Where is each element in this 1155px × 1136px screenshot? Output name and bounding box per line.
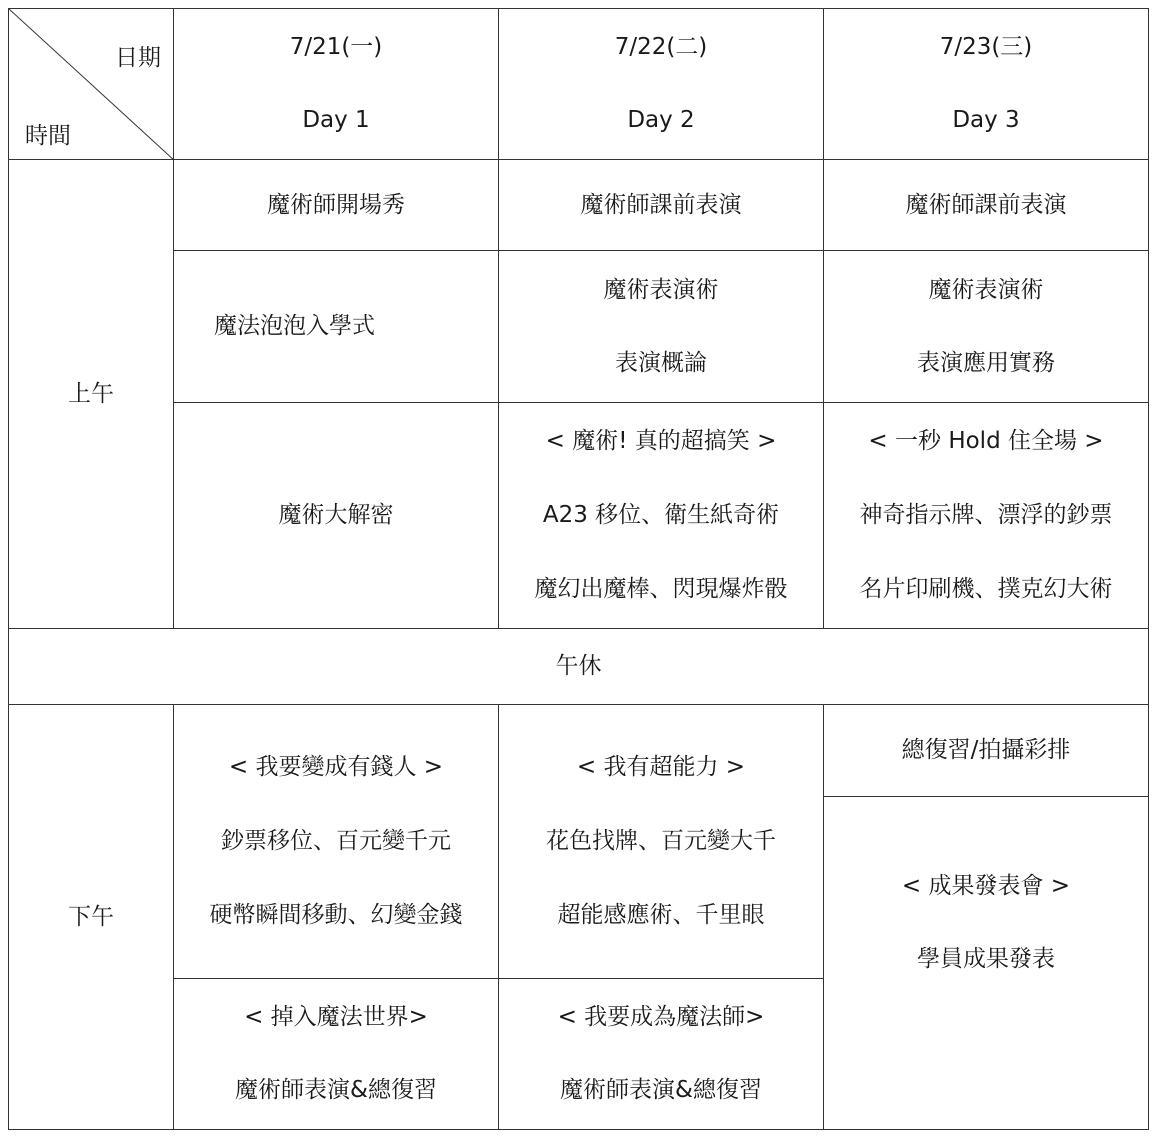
morning-row1-day1 — [173, 159, 499, 251]
session-title: < 魔術! 真的超搞笑 > — [545, 428, 777, 454]
session-detail: 表演概論 — [615, 349, 707, 376]
day-header-1 — [173, 8, 499, 160]
session-detail: 名片印刷機、撲克幻大術 — [859, 576, 1113, 602]
session-detail: 魔術師表演&總復習 — [560, 1077, 762, 1103]
session-title: 魔術師課前表演 — [905, 191, 1067, 218]
day-date: 7/21(一) — [289, 34, 383, 60]
morning-row2-day2 — [498, 250, 824, 403]
session-title: < 一秒 Hold 住全場 > — [868, 428, 1104, 454]
date-header-label: 日期 — [115, 45, 161, 71]
session-detail: 超能感應術、千里眼 — [557, 902, 765, 928]
session-detail: 魔術師表演&總復習 — [235, 1077, 437, 1103]
session-title: 魔術師開場秀 — [267, 191, 405, 218]
afternoon-day2-top — [498, 704, 824, 979]
afternoon-day3-bottom — [823, 796, 1149, 1130]
session-title: < 我有超能力 > — [576, 754, 746, 780]
afternoon-label: 下午 — [68, 903, 114, 930]
afternoon-label-cell — [8, 704, 174, 1130]
session-detail: 花色找牌、百元變大千 — [546, 828, 776, 854]
session-detail: 魔幻出魔棒、閃現爆炸骰 — [534, 576, 788, 602]
session-detail: A23 移位、衛生紙奇術 — [542, 502, 780, 528]
session-title: 魔術表演術 — [928, 276, 1044, 303]
session-title: 魔術師課前表演 — [580, 191, 742, 218]
session-title: < 我要成為魔法師> — [557, 1004, 765, 1030]
session-title: < 成果發表會 > — [901, 873, 1071, 899]
corner-header-cell — [8, 8, 174, 160]
session-detail: 神奇指示牌、漂浮的鈔票 — [859, 502, 1113, 528]
morning-label: 上午 — [68, 380, 114, 407]
session-title: 魔術大解密 — [278, 502, 394, 528]
morning-row3-day3 — [823, 402, 1149, 629]
session-title: < 我要變成有錢人 > — [228, 754, 444, 780]
lunch-row — [8, 628, 1149, 705]
session-title: < 掉入魔法世界> — [244, 1004, 428, 1030]
session-detail: 硬幣瞬間移動、幻變金錢 — [209, 902, 463, 928]
day-name: Day 2 — [627, 107, 695, 133]
afternoon-day1-top — [173, 704, 499, 979]
lunch-label: 午休 — [555, 653, 602, 679]
morning-row3-day1 — [173, 402, 499, 629]
time-header-label: 時間 — [25, 123, 71, 149]
session-title: 總復習/拍攝彩排 — [901, 737, 1071, 763]
session-detail: 鈔票移位、百元變千元 — [221, 828, 451, 854]
afternoon-day1-bottom — [173, 978, 499, 1130]
morning-row1-day3 — [823, 159, 1149, 251]
session-detail: 學員成果發表 — [917, 946, 1055, 972]
morning-row1-day2 — [498, 159, 824, 251]
morning-row2-day1 — [173, 250, 499, 403]
morning-row2-day3 — [823, 250, 1149, 403]
day-date: 7/23(三) — [939, 34, 1033, 60]
session-title: 魔法泡泡入學式 — [214, 313, 375, 339]
session-detail: 表演應用實務 — [917, 349, 1055, 376]
afternoon-day2-bottom — [498, 978, 824, 1130]
day-date: 7/22(二) — [614, 34, 708, 60]
morning-row3-day2 — [498, 402, 824, 629]
session-title: 魔術表演術 — [603, 276, 719, 303]
day-name: Day 3 — [952, 107, 1020, 133]
day-header-2 — [498, 8, 824, 160]
day-name: Day 1 — [302, 107, 370, 133]
afternoon-day3-top — [823, 704, 1149, 797]
day-header-3 — [823, 8, 1149, 160]
morning-label-cell — [8, 159, 174, 629]
